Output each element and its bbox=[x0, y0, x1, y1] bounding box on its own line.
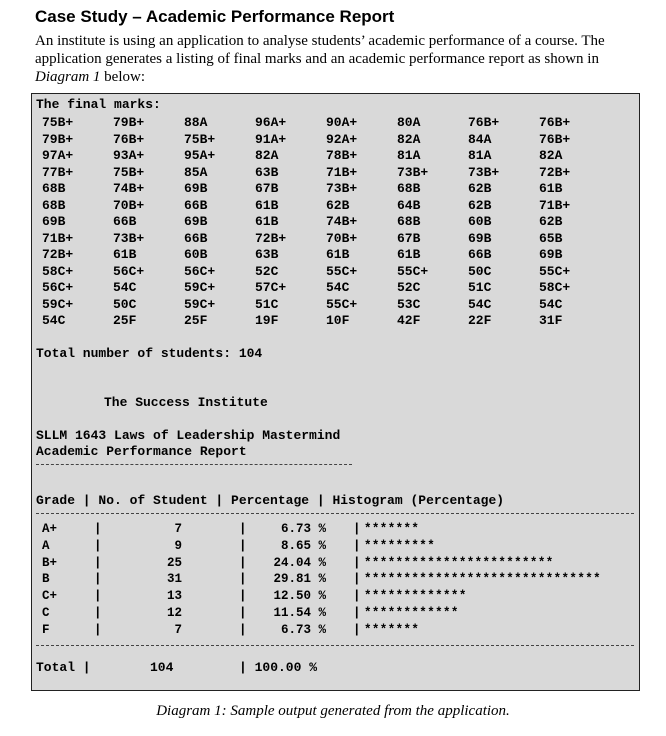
mark-cell: 80A bbox=[397, 115, 421, 130]
mark-cell: 76B+ bbox=[468, 115, 500, 130]
column-separator: | bbox=[239, 589, 247, 604]
mark-cell: 25F bbox=[184, 313, 208, 328]
mark-cell: 69B bbox=[539, 247, 563, 262]
column-separator: | bbox=[94, 555, 102, 570]
histogram-bar: ************* bbox=[364, 589, 467, 604]
mark-cell: 66B bbox=[468, 247, 492, 262]
intro-text-start: An institute is using an application to analyse students’ academic performance of a course. The application generates a listing of final marks and an academic performance report as shown in bbox=[35, 33, 605, 67]
mark-cell: 68B bbox=[397, 214, 421, 229]
mark-cell: 75B+ bbox=[184, 131, 216, 147]
mark-cell: 69B bbox=[184, 181, 208, 196]
mark-cell: 93A+ bbox=[113, 148, 145, 163]
mark-cell: 72B+ bbox=[539, 164, 571, 180]
mark-cell: 61B bbox=[539, 181, 563, 196]
mark-cell: 63B bbox=[255, 164, 279, 180]
column-separator: | bbox=[353, 522, 361, 536]
grade-percentage: 6.73 % bbox=[280, 622, 326, 637]
mark-cell: 72B+ bbox=[42, 247, 74, 262]
diagram-caption: Diagram 1: Sample output generated from the application. bbox=[156, 703, 510, 719]
mark-cell: 64B bbox=[397, 197, 421, 213]
mark-cell: 76B+ bbox=[539, 115, 571, 130]
mark-cell: 92A+ bbox=[326, 131, 358, 147]
mark-cell: 31F bbox=[539, 313, 563, 328]
column-separator: | bbox=[239, 606, 247, 620]
mark-cell: 88A bbox=[184, 115, 208, 130]
column-separator: | bbox=[239, 622, 247, 637]
mark-cell: 70B+ bbox=[326, 230, 358, 246]
mark-cell: 95A+ bbox=[184, 148, 216, 163]
mark-cell: 58C+ bbox=[539, 280, 571, 295]
mark-cell: 71B+ bbox=[42, 230, 74, 246]
column-separator: | bbox=[94, 622, 102, 637]
institute-name: The Success Institute bbox=[104, 395, 268, 410]
mark-cell: 78B+ bbox=[326, 148, 358, 163]
mark-cell: 54C bbox=[113, 280, 137, 295]
mark-cell: 62B bbox=[468, 181, 492, 196]
total-count: 104 bbox=[150, 660, 174, 675]
dashed-divider bbox=[36, 645, 634, 646]
student-count: 25 bbox=[166, 555, 182, 570]
mark-cell: 59C+ bbox=[184, 280, 216, 295]
dashed-divider bbox=[36, 464, 352, 465]
mark-cell: 66B bbox=[113, 214, 137, 229]
column-separator: | bbox=[239, 572, 247, 587]
mark-cell: 25F bbox=[113, 313, 137, 328]
mark-cell: 81A bbox=[468, 148, 492, 163]
intro-paragraph bbox=[35, 32, 635, 86]
mark-cell: 97A+ bbox=[42, 148, 74, 163]
report-title: Academic Performance Report bbox=[36, 444, 247, 459]
case-study-heading: Case Study – Academic Performance Report bbox=[35, 7, 395, 26]
column-separator: | bbox=[94, 522, 102, 536]
course-title: SLLM 1643 Laws of Leadership Mastermind bbox=[36, 428, 341, 443]
mark-cell: 52C bbox=[255, 263, 279, 279]
mark-cell: 55C+ bbox=[326, 296, 358, 312]
mark-cell: 82A bbox=[539, 148, 563, 163]
grade-label: B+ bbox=[42, 555, 58, 570]
mark-cell: 73B+ bbox=[113, 230, 145, 246]
column-separator: | bbox=[353, 589, 361, 604]
mark-cell: 59C+ bbox=[184, 296, 216, 312]
mark-cell: 76B+ bbox=[113, 131, 145, 147]
mark-cell: 68B bbox=[42, 197, 66, 213]
grade-percentage: 24.04 % bbox=[273, 555, 326, 570]
grade-row bbox=[32, 623, 632, 640]
mark-cell: 69B bbox=[184, 214, 208, 229]
total-label: Total | bbox=[36, 660, 91, 675]
final-marks-title: The final marks: bbox=[36, 97, 161, 112]
mark-cell: 68B bbox=[42, 181, 66, 196]
mark-cell: 56C+ bbox=[113, 263, 145, 279]
mark-cell: 55C+ bbox=[397, 263, 429, 279]
mark-cell: 67B bbox=[397, 230, 421, 246]
histogram-bar: ************ bbox=[364, 606, 459, 620]
mark-cell: 66B bbox=[184, 197, 208, 213]
application-output-panel bbox=[31, 93, 640, 691]
mark-cell: 62B bbox=[468, 197, 492, 213]
student-count: 9 bbox=[174, 538, 182, 553]
mark-cell: 68B bbox=[397, 181, 421, 196]
student-count: 7 bbox=[174, 522, 182, 536]
mark-cell: 61B bbox=[113, 247, 137, 262]
mark-cell: 72B+ bbox=[255, 230, 287, 246]
mark-cell: 69B bbox=[42, 214, 66, 229]
mark-cell: 52C bbox=[397, 280, 421, 295]
grade-row bbox=[32, 539, 632, 556]
grade-row bbox=[32, 606, 632, 623]
mark-cell: 51C bbox=[255, 296, 279, 312]
mark-cell: 22F bbox=[468, 313, 492, 328]
mark-cell: 55C+ bbox=[539, 263, 571, 279]
mark-cell: 61B bbox=[255, 197, 279, 213]
column-separator: | bbox=[353, 555, 361, 570]
column-separator: | bbox=[239, 522, 247, 536]
mark-cell: 60B bbox=[184, 247, 208, 262]
mark-cell: 42F bbox=[397, 313, 421, 328]
column-separator: | bbox=[239, 538, 247, 553]
column-separator: | bbox=[94, 589, 102, 604]
histogram-bar: ******* bbox=[364, 522, 420, 536]
grade-percentage: 11.54 % bbox=[273, 606, 326, 620]
mark-cell: 69B bbox=[468, 230, 492, 246]
mark-cell: 90A+ bbox=[326, 115, 358, 130]
mark-cell: 62B bbox=[539, 214, 563, 229]
column-separator: | bbox=[353, 622, 361, 637]
final-marks-grid bbox=[42, 115, 610, 330]
mark-cell: 19F bbox=[255, 313, 279, 328]
mark-cell: 75B+ bbox=[113, 164, 145, 180]
mark-cell: 70B+ bbox=[113, 197, 145, 213]
column-separator: | bbox=[239, 555, 247, 570]
grade-percentage: 8.65 % bbox=[280, 538, 326, 553]
histogram-bar: ************************ bbox=[364, 555, 554, 570]
grade-label: C bbox=[42, 606, 50, 620]
mark-cell: 54C bbox=[326, 280, 350, 295]
mark-cell: 62B bbox=[326, 197, 350, 213]
student-count: 31 bbox=[166, 572, 182, 587]
grade-label: C+ bbox=[42, 589, 58, 604]
column-separator: | bbox=[94, 538, 102, 553]
mark-cell: 61B bbox=[397, 247, 421, 262]
mark-cell: 57C+ bbox=[255, 280, 287, 295]
mark-cell: 74B+ bbox=[326, 214, 358, 229]
intro-text-end: below: bbox=[100, 69, 145, 85]
mark-cell: 91A+ bbox=[255, 131, 287, 147]
mark-cell: 54C bbox=[42, 313, 66, 328]
mark-cell: 59C+ bbox=[42, 296, 74, 312]
column-separator: | bbox=[353, 538, 361, 553]
mark-cell: 51C bbox=[468, 280, 492, 295]
mark-cell: 10F bbox=[326, 313, 350, 328]
mark-cell: 81A bbox=[397, 148, 421, 163]
histogram-bar: ******* bbox=[364, 622, 420, 637]
grade-percentage: 29.81 % bbox=[273, 572, 326, 587]
column-separator: | bbox=[94, 572, 102, 587]
dashed-divider bbox=[36, 513, 634, 514]
mark-cell: 50C bbox=[113, 296, 137, 312]
mark-cell: 79B+ bbox=[113, 115, 145, 130]
mark-cell: 67B bbox=[255, 181, 279, 196]
mark-cell: 63B bbox=[255, 247, 279, 262]
histogram-bar: ****************************** bbox=[364, 572, 602, 587]
mark-cell: 82A bbox=[255, 148, 279, 163]
mark-cell: 74B+ bbox=[113, 181, 145, 196]
column-separator: | bbox=[353, 606, 361, 620]
grade-percentage: 6.73 % bbox=[280, 522, 326, 536]
grade-label: B bbox=[42, 572, 50, 587]
grade-row bbox=[32, 572, 632, 589]
mark-cell: 77B+ bbox=[42, 164, 74, 180]
mark-cell: 73B+ bbox=[468, 164, 500, 180]
mark-cell: 65B bbox=[539, 230, 563, 246]
mark-cell: 71B+ bbox=[326, 164, 358, 180]
report-table-header: Grade | No. of Student | Percentage | Histogram (Percentage) bbox=[36, 493, 505, 508]
grade-row bbox=[32, 589, 632, 606]
mark-cell: 56C+ bbox=[184, 263, 216, 279]
column-separator: | bbox=[94, 606, 102, 620]
grade-label: A bbox=[42, 538, 50, 553]
diagram-reference: Diagram 1 bbox=[35, 69, 101, 85]
mark-cell: 84A bbox=[468, 131, 492, 147]
grade-percentage: 12.50 % bbox=[273, 589, 326, 604]
mark-cell: 76B+ bbox=[539, 131, 571, 147]
column-separator: | bbox=[353, 572, 361, 587]
mark-cell: 53C bbox=[397, 296, 421, 312]
mark-cell: 66B bbox=[184, 230, 208, 246]
grade-label: A+ bbox=[42, 522, 58, 536]
student-count: 12 bbox=[166, 606, 182, 620]
mark-cell: 55C+ bbox=[326, 263, 358, 279]
student-count: 7 bbox=[174, 622, 182, 637]
grade-label: F bbox=[42, 622, 50, 637]
mark-cell: 50C bbox=[468, 263, 492, 279]
mark-cell: 79B+ bbox=[42, 131, 74, 147]
mark-cell: 82A bbox=[397, 131, 421, 147]
histogram-bar: ********* bbox=[364, 538, 436, 553]
total-percentage: | 100.00 % bbox=[239, 660, 318, 675]
mark-cell: 75B+ bbox=[42, 115, 74, 130]
mark-cell: 60B bbox=[468, 214, 492, 229]
mark-cell: 61B bbox=[326, 247, 350, 262]
student-count: 13 bbox=[166, 589, 182, 604]
mark-cell: 85A bbox=[184, 164, 208, 180]
mark-cell: 96A+ bbox=[255, 115, 287, 130]
mark-cell: 54C bbox=[468, 296, 492, 312]
mark-cell: 56C+ bbox=[42, 280, 74, 295]
mark-cell: 54C bbox=[539, 296, 563, 312]
grade-row bbox=[32, 556, 632, 573]
mark-cell: 71B+ bbox=[539, 197, 571, 213]
mark-cell: 58C+ bbox=[42, 263, 74, 279]
grade-row bbox=[32, 522, 632, 539]
mark-cell: 73B+ bbox=[397, 164, 429, 180]
total-students-line: Total number of students: 104 bbox=[36, 346, 263, 361]
mark-cell: 73B+ bbox=[326, 181, 358, 196]
mark-cell: 61B bbox=[255, 214, 279, 229]
